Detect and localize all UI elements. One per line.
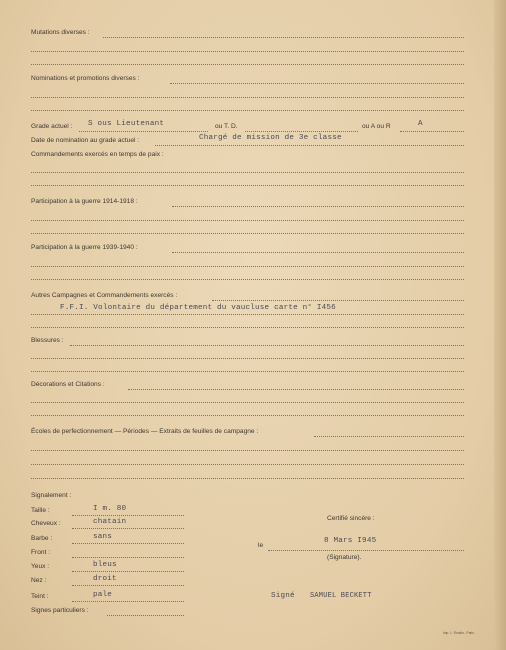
- typed-cheveux: chatain: [93, 518, 127, 526]
- line-barbe: [72, 543, 184, 544]
- label-date-nomination: Date de nomination au grade actuel :: [31, 137, 140, 144]
- label-yeux: Yeux :: [31, 563, 50, 570]
- line-decorations-3: [31, 415, 464, 416]
- label-commandements: Commandements exercés en temps de paix :: [31, 151, 164, 158]
- line-yeux: [72, 571, 184, 572]
- line-blessures-3: [31, 371, 464, 372]
- line-ecoles-2: [31, 450, 464, 451]
- label-taille: Taille :: [31, 507, 50, 514]
- line-guerre-1914: [172, 206, 464, 207]
- typed-barbe: sans: [93, 533, 113, 541]
- line-date-signature: [268, 550, 464, 551]
- label-signes: Signes particuliers :: [31, 607, 89, 614]
- line-guerre-1939-3: [31, 279, 464, 280]
- line-autres-campagnes: [212, 300, 464, 301]
- label-blessures: Blessures :: [31, 337, 64, 344]
- line-nez: [72, 585, 184, 586]
- line-ou-a-ou-r: [400, 131, 464, 132]
- line-decorations: [128, 389, 464, 390]
- line-mutations: [103, 37, 464, 38]
- line-commandements-2: [31, 185, 464, 186]
- label-grade-actuel: Grade actuel :: [31, 123, 73, 130]
- typed-taille: I m. 80: [93, 505, 127, 513]
- label-teint: Teint :: [31, 593, 49, 600]
- line-mutations-2: [31, 51, 464, 52]
- label-autres-campagnes: Autres Campagnes et Commandements exercés :: [31, 292, 178, 299]
- line-taille: [72, 515, 184, 516]
- line-guerre-1939-2: [31, 266, 464, 267]
- typed-campagnes: F.F.I. Volontaire du département du vaucluse carte n° I456: [60, 304, 336, 312]
- line-guerre-1914-3: [31, 233, 464, 234]
- line-nominations-2: [31, 97, 464, 98]
- typed-nez: droit: [93, 575, 117, 583]
- label-decorations: Décorations et Citations :: [31, 381, 105, 388]
- typed-nomination: Chargé de mission de 3e classe: [199, 134, 342, 142]
- typed-signer-name: SAMUEL BECKETT: [310, 592, 372, 600]
- line-autres-campagnes-3: [31, 327, 464, 328]
- line-cheveux: [72, 528, 184, 529]
- line-grade: [79, 131, 208, 132]
- line-ou-td: [245, 131, 358, 132]
- line-signes: [107, 615, 184, 616]
- line-nominations: [170, 83, 464, 84]
- paper-edge: [494, 0, 506, 650]
- label-signature: (Signature).: [327, 554, 362, 561]
- typed-date: 8 Mars I945: [324, 537, 377, 545]
- label-cheveux: Cheveux :: [31, 520, 61, 527]
- line-mutations-3: [31, 64, 464, 65]
- line-date-nomination: [155, 145, 464, 146]
- typed-ou-a-ou-r: A: [418, 120, 423, 128]
- line-teint: [72, 601, 184, 602]
- label-ou-a-ou-r: ou A ou R: [362, 123, 391, 130]
- line-commandements-1: [31, 172, 464, 173]
- label-le: le: [258, 542, 264, 549]
- typed-teint: pale: [93, 591, 113, 599]
- label-barbe: Barbe :: [31, 535, 53, 542]
- line-guerre-1914-2: [31, 220, 464, 221]
- label-ou-td: ou T. D.: [215, 123, 238, 130]
- label-ecoles: Écoles de perfectionnement — Périodes — Extraits de feuilles de campagne :: [31, 428, 259, 435]
- label-certifie: Certifié sincère :: [327, 515, 375, 522]
- line-blessures-2: [31, 358, 464, 359]
- line-front: [72, 557, 184, 558]
- label-mutations: Mutations diverses :: [31, 29, 90, 36]
- line-nominations-3: [31, 110, 464, 111]
- label-guerre-1914: Participation à la guerre 1914-1918 :: [31, 198, 138, 205]
- typed-grade: S ous Lieutenant: [88, 120, 165, 128]
- line-ecoles-4: [31, 478, 464, 479]
- line-ecoles-3: [31, 464, 464, 465]
- label-signalement: Signalement :: [31, 492, 72, 499]
- line-blessures: [70, 345, 464, 346]
- line-autres-campagnes-2: [31, 314, 464, 315]
- label-nez: Nez :: [31, 577, 47, 584]
- printer-imprint: Imp. L. Rondin - Paris: [443, 631, 474, 635]
- line-ecoles: [314, 436, 464, 437]
- line-guerre-1939: [172, 252, 464, 253]
- typed-yeux: bleus: [93, 561, 117, 569]
- typed-signe: Signé: [271, 592, 295, 600]
- label-guerre-1939: Participation à la guerre 1939-1940 :: [31, 244, 138, 251]
- label-front: Front :: [31, 549, 51, 556]
- label-nominations: Nominations et promotions diverses :: [31, 75, 140, 82]
- line-decorations-2: [31, 402, 464, 403]
